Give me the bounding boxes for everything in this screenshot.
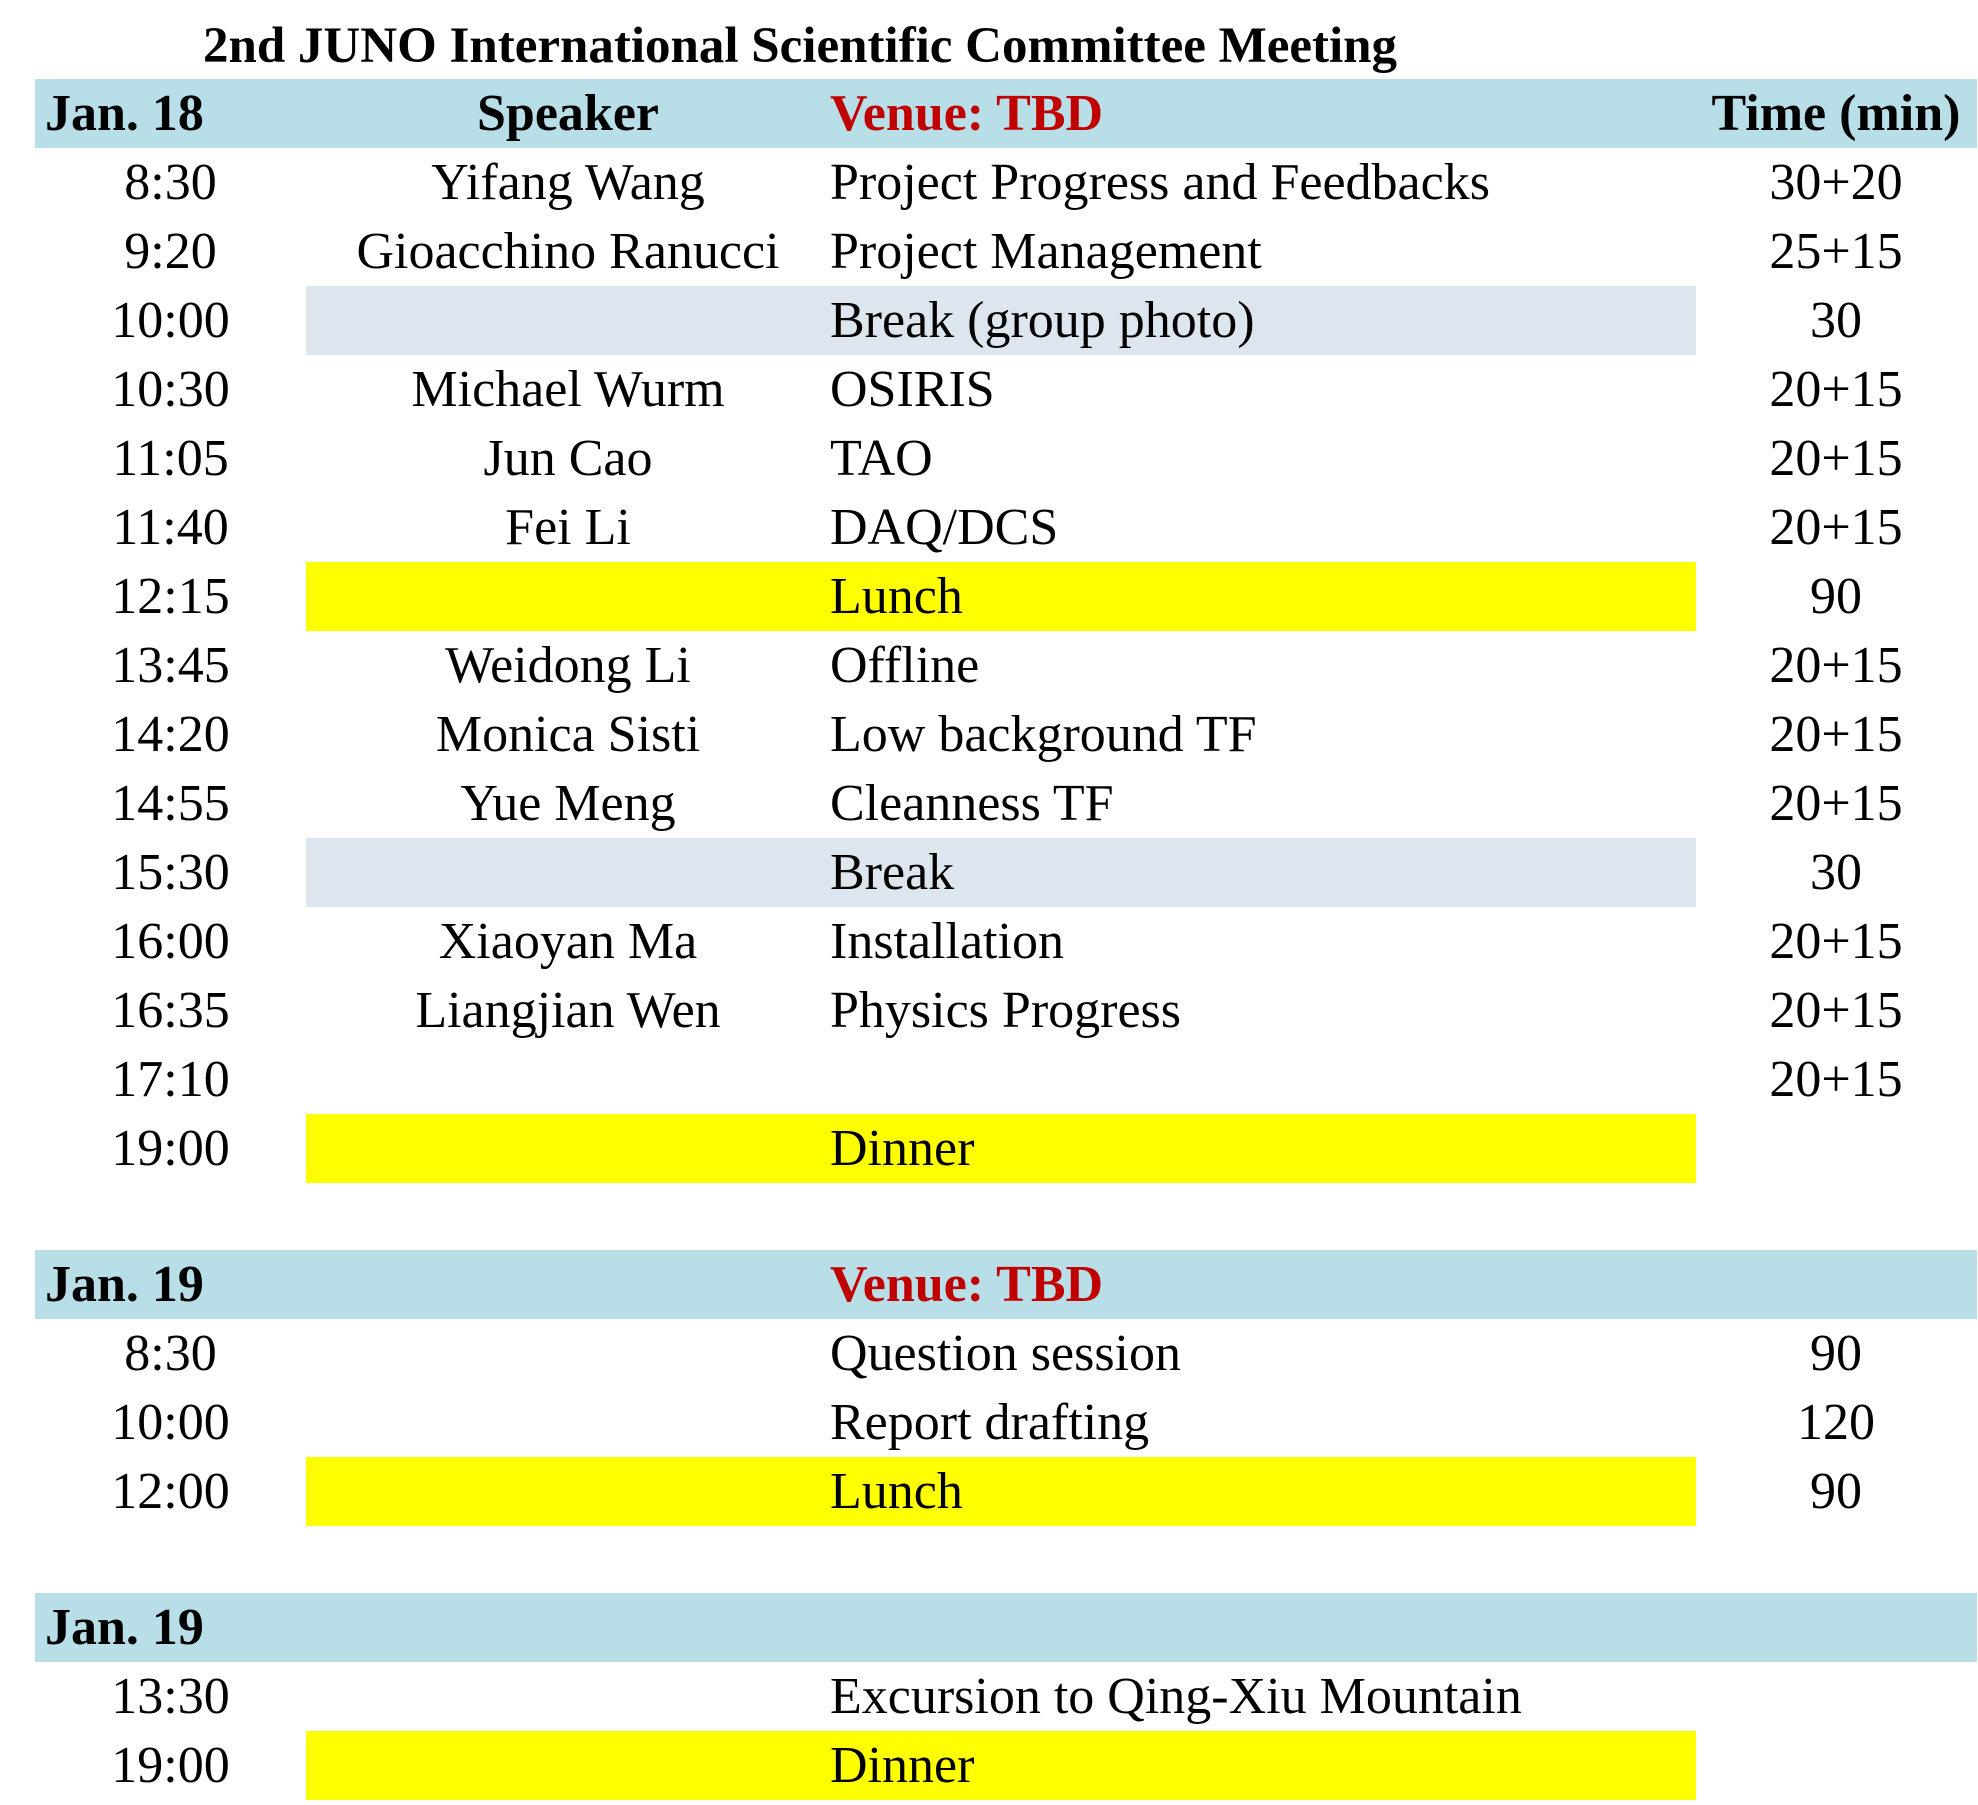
schedule-row	[35, 976, 1977, 1045]
time-cell: 16:35	[111, 982, 230, 1039]
meal-highlight	[306, 1457, 1696, 1526]
speaker-cell: Gioacchino Ranucci	[356, 223, 780, 280]
topic-cell: Break	[830, 844, 955, 901]
time-cell: 12:00	[111, 1463, 230, 1520]
time-cell: 13:45	[111, 637, 230, 694]
topic-cell: Dinner	[830, 1120, 975, 1177]
topic-cell: Excursion to Qing-Xiu Mountain	[830, 1668, 1522, 1725]
time-cell: 8:30	[124, 1325, 217, 1382]
speaker-cell: Liangjian Wen	[415, 982, 721, 1039]
time-cell: 10:00	[111, 1394, 230, 1451]
topic-cell: Installation	[830, 913, 1064, 970]
schedule-row	[35, 631, 1977, 700]
schedule-row	[35, 217, 1977, 286]
topic-cell: TAO	[830, 430, 933, 487]
time-cell: 11:40	[112, 499, 229, 556]
duration-cell: 20+15	[1769, 706, 1903, 763]
duration-cell: 30+20	[1769, 154, 1903, 211]
duration-cell: 20+15	[1769, 982, 1903, 1039]
duration-cell: 25+15	[1769, 223, 1903, 280]
duration-cell: 20+15	[1769, 637, 1903, 694]
topic-cell: Question session	[830, 1325, 1181, 1382]
day1-venue: Venue: TBD	[830, 85, 1104, 142]
schedule-row	[35, 769, 1977, 838]
topic-cell: Project Progress and Feedbacks	[830, 154, 1490, 211]
topic-cell: Project Management	[830, 223, 1262, 280]
time-cell: 11:05	[112, 430, 229, 487]
time-cell: 14:20	[111, 706, 230, 763]
meal-highlight	[306, 562, 1696, 631]
day3-date: Jan. 19	[45, 1599, 204, 1656]
duration-cell: 90	[1810, 1325, 1862, 1382]
topic-cell: Low background TF	[830, 706, 1257, 763]
schedule-row	[35, 424, 1977, 493]
meal-row	[35, 1731, 1977, 1800]
topic-cell: DAQ/DCS	[830, 499, 1059, 556]
schedule-row	[35, 1319, 1977, 1388]
topic-cell: Offline	[830, 637, 980, 694]
schedule-row	[35, 700, 1977, 769]
schedule-row	[35, 1045, 1977, 1114]
duration-cell: 30	[1810, 844, 1862, 901]
meal-highlight	[306, 1114, 1696, 1183]
duration-cell: 20+15	[1769, 1051, 1903, 1108]
day2-venue: Venue: TBD	[830, 1256, 1104, 1313]
day1-date: Jan. 18	[45, 85, 204, 142]
speaker-column-header: Speaker	[477, 85, 659, 142]
time-cell: 16:00	[111, 913, 230, 970]
time-cell: 9:20	[124, 223, 217, 280]
break-row	[35, 838, 1977, 907]
day1-header-row	[35, 79, 1977, 148]
schedule-row	[35, 1662, 1977, 1731]
speaker-cell: Fei Li	[505, 499, 631, 556]
topic-cell: Lunch	[830, 1463, 963, 1520]
speaker-cell: Xiaoyan Ma	[438, 913, 698, 970]
break-row	[35, 286, 1977, 355]
time-cell: 13:30	[111, 1668, 230, 1725]
speaker-cell: Yifang Wang	[431, 154, 705, 211]
topic-cell: Dinner	[830, 1737, 975, 1794]
time-cell: 17:10	[111, 1051, 230, 1108]
topic-cell: Physics Progress	[830, 982, 1182, 1039]
day2-date: Jan. 19	[45, 1256, 204, 1313]
page-title: 2nd JUNO International Scientific Committee Meeting	[202, 18, 1398, 74]
schedule-row	[35, 493, 1977, 562]
duration-cell: 90	[1810, 1463, 1862, 1520]
topic-cell: Report drafting	[830, 1394, 1150, 1451]
time-cell: 19:00	[111, 1120, 230, 1177]
meal-row	[35, 1457, 1977, 1526]
duration-cell: 20+15	[1769, 499, 1903, 556]
time-cell: 10:30	[111, 361, 230, 418]
schedule-row	[35, 148, 1977, 217]
duration-cell: 20+15	[1769, 913, 1903, 970]
topic-cell: Lunch	[830, 568, 963, 625]
schedule-row	[35, 907, 1977, 976]
schedule-row	[35, 355, 1977, 424]
day2-header-row	[35, 1250, 1977, 1319]
topic-cell: OSIRIS	[830, 361, 995, 418]
speaker-cell: Jun Cao	[483, 430, 653, 487]
time-cell: 15:30	[111, 844, 230, 901]
speaker-cell: Michael Wurm	[411, 361, 725, 418]
time-cell: 8:30	[124, 154, 217, 211]
time-cell: 10:00	[111, 292, 230, 349]
meal-row	[35, 562, 1977, 631]
meal-row	[35, 1114, 1977, 1183]
time-cell: 14:55	[111, 775, 230, 832]
speaker-cell: Weidong Li	[445, 637, 691, 694]
duration-cell: 30	[1810, 292, 1862, 349]
meal-highlight	[306, 1731, 1696, 1800]
time-cell: 19:00	[111, 1737, 230, 1794]
time-column-header: Time (min)	[1711, 85, 1961, 142]
schedule-row	[35, 1388, 1977, 1457]
speaker-cell: Yue Meng	[460, 775, 676, 832]
speaker-cell: Monica Sisti	[435, 706, 701, 763]
duration-cell: 20+15	[1769, 430, 1903, 487]
duration-cell: 90	[1810, 568, 1862, 625]
time-cell: 12:15	[111, 568, 230, 625]
break-highlight	[306, 838, 1696, 907]
duration-cell: 120	[1797, 1394, 1875, 1451]
day3-header-row	[35, 1593, 1977, 1662]
topic-cell: Cleanness TF	[830, 775, 1114, 832]
duration-cell: 20+15	[1769, 775, 1903, 832]
topic-cell: Break (group photo)	[830, 292, 1255, 349]
duration-cell: 20+15	[1769, 361, 1903, 418]
